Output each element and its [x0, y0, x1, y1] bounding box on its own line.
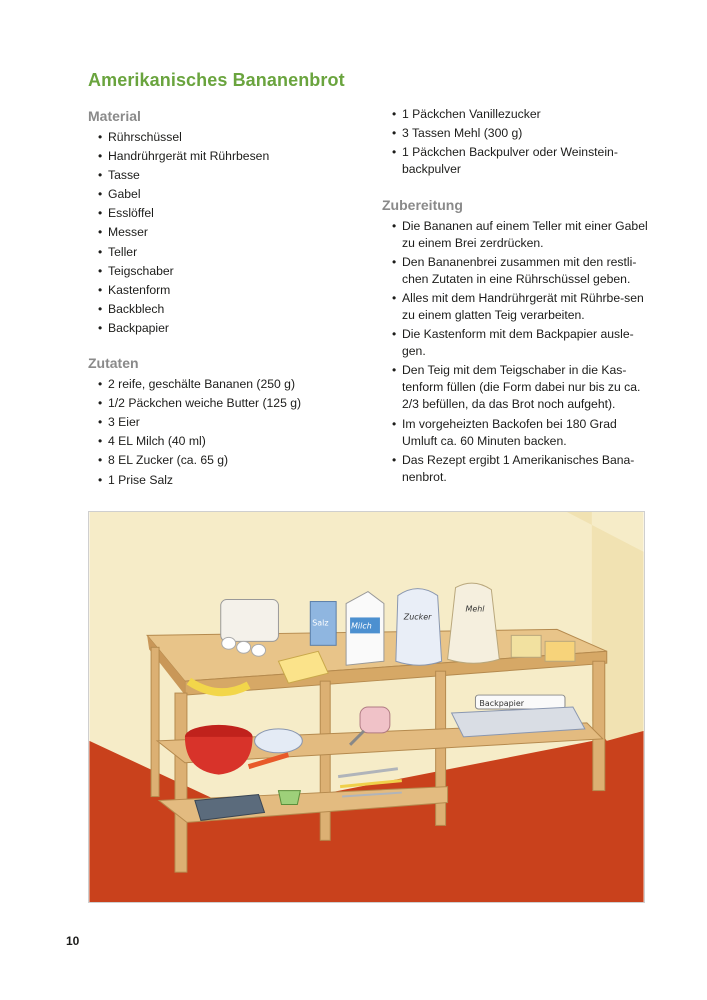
- list-item: • Im vorgeheizten Backofen bei 180 Grad Umluft ca. 60 Minuten backen.: [382, 416, 652, 450]
- zubereitung-heading: Zubereitung: [382, 196, 463, 213]
- cup: [278, 791, 300, 805]
- list-item: • Alles mit dem Handrührgerät mit Rührbe-sen zu einem glatten Teig verarbeiten.: [382, 290, 652, 324]
- vanilla-sugar-packet: [511, 635, 541, 657]
- sugar-bag: [396, 589, 442, 666]
- list-item: • Das Rezept ergibt 1 Amerikanisches Bana-nenbrot.: [382, 452, 652, 486]
- zutaten-list: [88, 376, 358, 488]
- list-item: • Teigschaber: [88, 263, 358, 280]
- zutaten-heading: Zutaten: [88, 355, 139, 372]
- list-item: • Gabel: [88, 186, 358, 203]
- list-item: • 3 Eier: [88, 414, 358, 431]
- list-item: • 1 Prise Salz: [88, 472, 358, 489]
- list-item: • 1 Päckchen Vanillezucker: [382, 106, 652, 123]
- illustration-svg: [89, 512, 644, 902]
- list-item: • Handrührgerät mit Rührbesen: [88, 148, 358, 165]
- list-item: • Tasse: [88, 167, 358, 184]
- table-leg: [151, 647, 159, 796]
- plate: [255, 729, 303, 753]
- egg: [252, 644, 266, 656]
- egg: [222, 637, 236, 649]
- list-item: • 1/2 Päckchen weiche Butter (125 g): [88, 395, 358, 412]
- egg: [237, 641, 251, 653]
- list-item: • 3 Tassen Mehl (300 g): [382, 125, 652, 142]
- hand-mixer: [360, 707, 390, 733]
- milk-label: Milch: [351, 621, 372, 631]
- page-number: 10: [66, 934, 80, 948]
- kitchen-table-illustration: [88, 511, 645, 903]
- material-heading: Material: [88, 108, 141, 124]
- list-item: • 2 reife, geschälte Bananen (250 g): [88, 376, 358, 393]
- flour-label: Mehl: [465, 604, 485, 614]
- sugar-label: Zucker: [403, 612, 432, 622]
- baking-powder-packet: [545, 641, 575, 661]
- list-item: • Die Kastenform mit dem Backpapier ausle-gen.: [382, 326, 652, 360]
- list-item: • 4 EL Milch (40 ml): [88, 433, 358, 450]
- recipe-title: Amerikanisches Bananenbrot: [88, 70, 345, 90]
- list-item: • Backblech: [88, 301, 358, 318]
- list-item: • Den Bananenbrei zusammen mit den restli-chen Zutaten in eine Rührschüssel geben.: [382, 254, 652, 288]
- egg-carton: [221, 600, 279, 642]
- list-item: • 1 Päckchen Backpulver oder Weinstein-backpulver: [382, 144, 652, 178]
- list-item: • Die Bananen auf einem Teller mit einer Gabel zu einem Brei zerdrücken.: [382, 218, 652, 252]
- zutaten-list-continued: [382, 106, 652, 178]
- list-item: • Esslöffel: [88, 205, 358, 222]
- list-item: • Kastenform: [88, 282, 358, 299]
- list-item: • Backpapier: [88, 320, 358, 337]
- list-item: • Messer: [88, 224, 358, 241]
- list-item: • Den Teig mit dem Teigschaber in die Kas-tenform füllen (die Form dabei nur bis zu ca. 2/3 befüllen, da das Brot noch aufgeht).: [382, 362, 652, 413]
- list-item: • Rührschüssel: [88, 129, 358, 146]
- baking-paper-label: Backpapier: [479, 699, 524, 709]
- zubereitung-list: [382, 218, 652, 486]
- table-leg: [320, 681, 330, 840]
- salt-label: Salz: [312, 618, 329, 628]
- list-item: • 8 EL Zucker (ca. 65 g): [88, 452, 358, 469]
- flour-bag: [448, 583, 500, 663]
- list-item: • Teller: [88, 244, 358, 261]
- left-column: [88, 106, 358, 491]
- right-column: [382, 106, 652, 488]
- table-leg: [175, 693, 187, 872]
- table-leg: [593, 661, 605, 790]
- material-list: [88, 129, 358, 337]
